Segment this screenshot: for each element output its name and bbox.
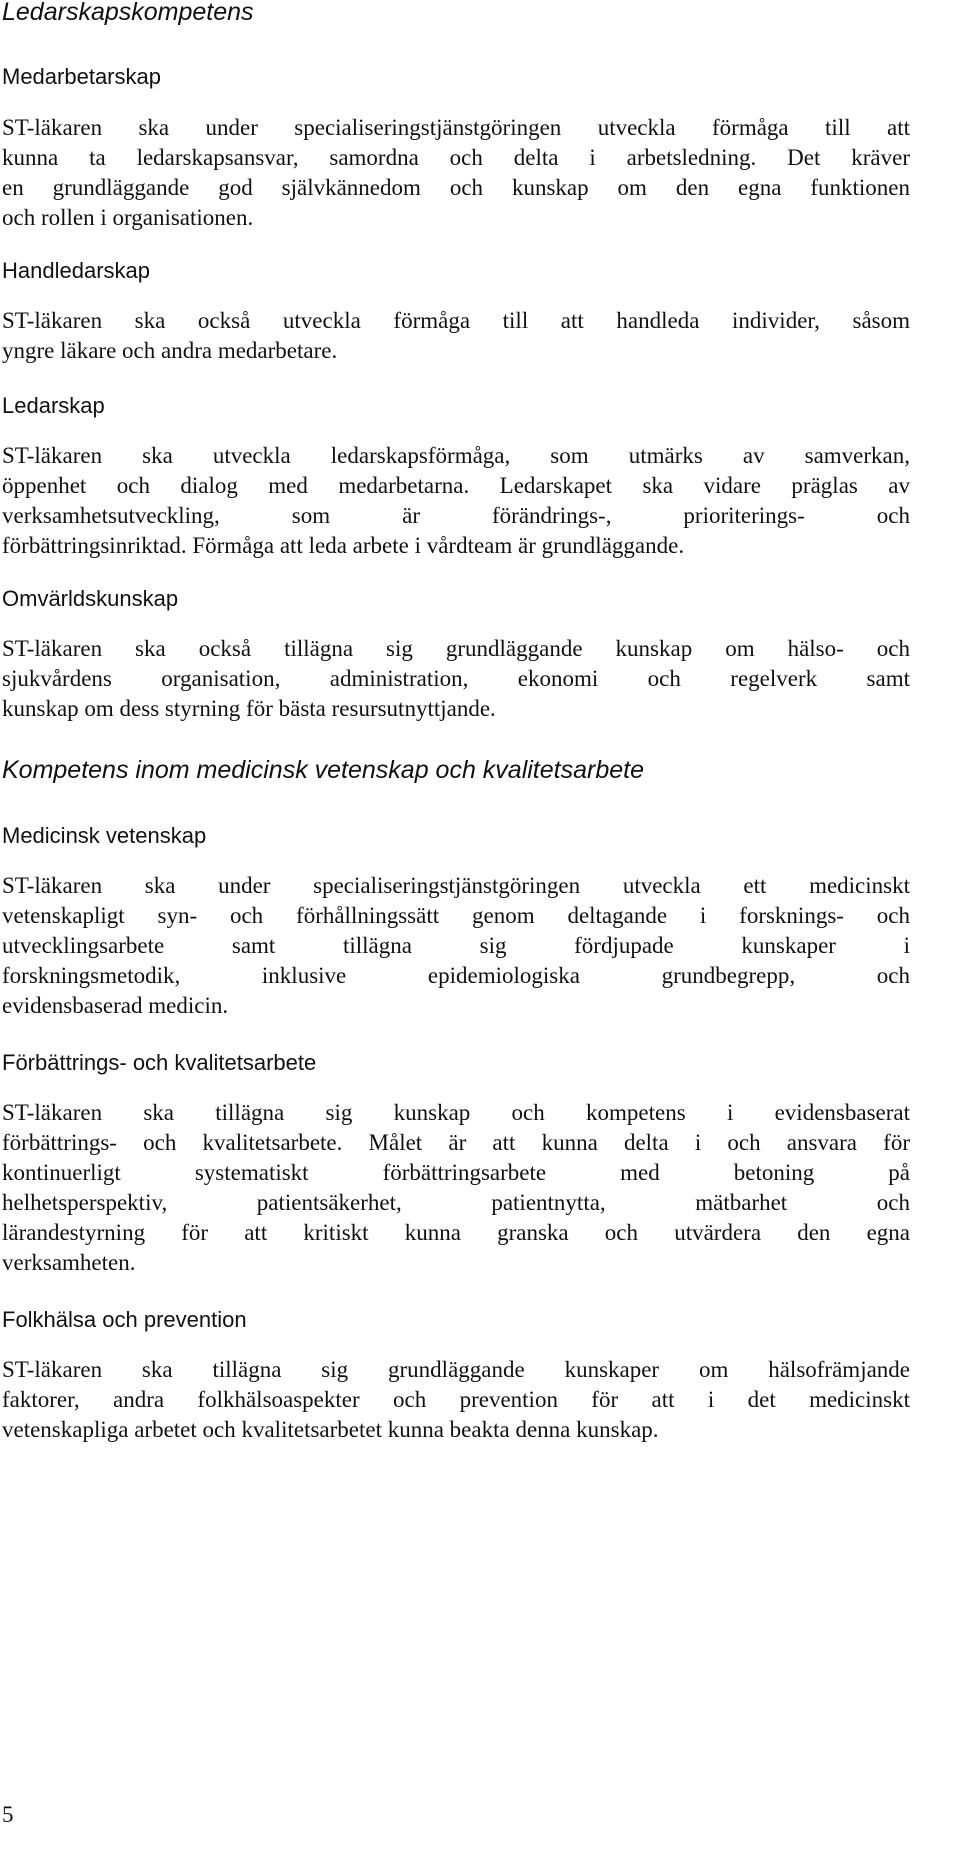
subsection-heading: Omvärldskunskap: [2, 586, 179, 611]
paragraph-line: ST-läkaren ska utveckla ledarskapsförmåga, som utmärks av samverkan,: [2, 443, 910, 468]
subsection-heading: Ledarskap: [2, 393, 105, 418]
subsection-heading: Medarbetarskap: [2, 64, 161, 89]
paragraph: [2, 634, 910, 724]
page-number: 5: [2, 1802, 14, 1827]
subsection-heading: Förbättrings- och kvalitetsarbete: [2, 1050, 317, 1075]
section-title: Kompetens inom medicinsk vetenskap och kvalitetsarbete: [2, 756, 644, 784]
paragraph-line: förbättrings- och kvalitetsarbete. Målet är att kunna delta i och ansvara för: [2, 1130, 910, 1155]
paragraph-line: verksamhetsutveckling, som är förändrings-, prioriterings- och: [2, 503, 910, 528]
paragraph-line: ST-läkaren ska under specialiseringstjänstgöringen utveckla förmåga till att: [2, 115, 910, 140]
paragraph: [2, 113, 910, 233]
paragraph: [2, 1098, 910, 1278]
paragraph-line: helhetsperspektiv, patientsäkerhet, patientnytta, mätbarhet och: [2, 1190, 910, 1215]
subsection-heading: Folkhälsa och prevention: [2, 1307, 247, 1332]
paragraph-line: kunskap om dess styrning för bästa resursutnyttjande.: [2, 696, 496, 721]
paragraph-line: vetenskapligt syn- och förhållningssätt genom deltagande i forsknings- och: [2, 903, 910, 928]
paragraph-line: ST-läkaren ska tillägna sig grundläggande kunskaper om hälsofrämjande: [2, 1357, 910, 1382]
paragraph-line: ST-läkaren ska också tillägna sig grundläggande kunskap om hälso- och: [2, 636, 910, 661]
paragraph-line: en grundläggande god självkännedom och kunskap om den egna funktionen: [2, 175, 910, 200]
subsection-heading: Medicinsk vetenskap: [2, 823, 207, 848]
paragraph-line: sjukvårdens organisation, administration, ekonomi och regelverk samt: [2, 666, 910, 691]
paragraph-line: faktorer, andra folkhälsoaspekter och prevention för att i det medicinskt: [2, 1387, 910, 1412]
paragraph-line: ST-läkaren ska under specialiseringstjänstgöringen utveckla ett medicinskt: [2, 873, 910, 898]
subsection-heading: Handledarskap: [2, 258, 150, 283]
paragraph: [2, 441, 910, 561]
paragraph-line: vetenskapliga arbetet och kvalitetsarbetet kunna beakta denna kunskap.: [2, 1417, 659, 1442]
paragraph: [2, 306, 910, 366]
paragraph-line: förbättringsinriktad. Förmåga att leda arbete i vårdteam är grundläggande.: [2, 533, 685, 558]
paragraph: [2, 871, 910, 1021]
paragraph-line: verksamheten.: [2, 1250, 136, 1275]
paragraph-line: ST-läkaren ska tillägna sig kunskap och kompetens i evidensbaserat: [2, 1100, 910, 1125]
paragraph-line: lärandestyrning för att kritiskt kunna granska och utvärdera den egna: [2, 1220, 910, 1245]
paragraph-line: yngre läkare och andra medarbetare.: [2, 338, 338, 363]
paragraph-line: utvecklingsarbete samt tillägna sig fördjupade kunskaper i: [2, 933, 910, 958]
section-title: Ledarskapskompetens: [2, 0, 254, 26]
paragraph-line: öppenhet och dialog med medarbetarna. Ledarskapet ska vidare präglas av: [2, 473, 910, 498]
paragraph-line: kunna ta ledarskapsansvar, samordna och delta i arbetsledning. Det kräver: [2, 145, 910, 170]
paragraph: [2, 1355, 910, 1445]
paragraph-line: ST-läkaren ska också utveckla förmåga till att handleda individer, såsom: [2, 308, 910, 333]
paragraph-line: evidensbaserad medicin.: [2, 993, 229, 1018]
paragraph-line: forskningsmetodik, inklusive epidemiologiska grundbegrepp, och: [2, 963, 910, 988]
paragraph-line: kontinuerligt systematiskt förbättringsarbete med betoning på: [2, 1160, 910, 1185]
paragraph-line: och rollen i organisationen.: [2, 205, 254, 230]
